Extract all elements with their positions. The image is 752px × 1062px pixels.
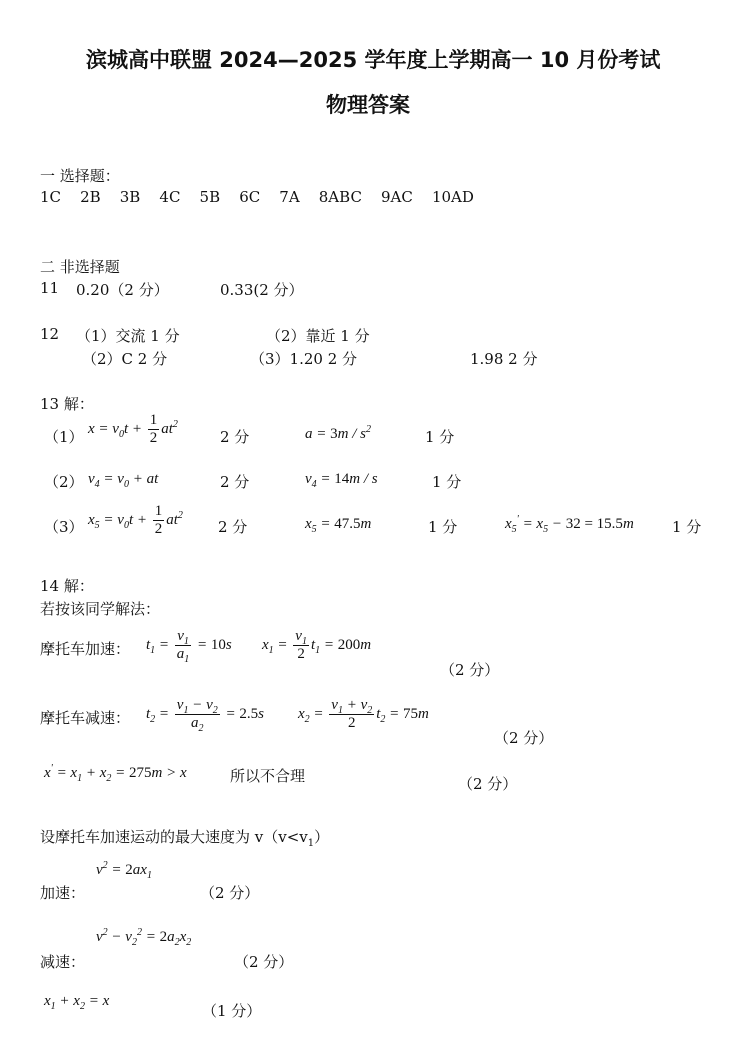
q11-answer-2: 0.33(2 分） [220, 281, 304, 299]
page-title: 物理答案 [326, 93, 410, 117]
q13-result-velocity: $v_4 = 14m / s$ [305, 471, 378, 490]
q14-decel-label: 摩托车减速： [40, 709, 131, 727]
q13-score: 1 分 [672, 518, 702, 536]
q14-eq-sum: $x_1 + x_2 = x$ [44, 993, 110, 1012]
q14-eq-decel-kinematic: $v^2 - v_2^2 = 2a_2x_2$ [96, 927, 192, 948]
exam-title: 滨城高中联盟 2024—2025 学年度上学期高一 10 月份考试 [86, 48, 661, 72]
q14-score: （1 分） [202, 1002, 262, 1020]
q14-eq-decel-time: $t_2$ = $\frac{v_1 - v_2}{a_2}$ = 2.5s [146, 697, 264, 734]
answer-item: 1C [40, 188, 62, 206]
q13-score: 2 分 [220, 428, 250, 446]
answer-item: 2B [80, 188, 101, 206]
answer-item: 5B [199, 188, 221, 206]
answer-item: 6C [239, 188, 261, 206]
answer-item: 4C [159, 188, 181, 206]
q13-score: 2 分 [218, 518, 248, 536]
q12-answer-1: （1）交流 1 分 [76, 327, 180, 345]
q14-score: （2 分） [200, 884, 260, 902]
q14-score: （2 分） [494, 729, 554, 747]
q13-label: 13 解： [40, 395, 94, 413]
q14-eq-decel-distance: $x_2$ = $\frac{v_1 + v_2}{2}$ $t_2 = 75m$ [298, 697, 429, 731]
q13-eq-displacement5: $x_5 = v_0t$ + $\frac{1}{2}$ $at^2$ [88, 503, 183, 537]
q13-eq-displacement: $x = v_0t$ + $\frac{1}{2}$ $at^2$ [88, 412, 178, 446]
q14-assumption-sub: 1 [307, 838, 315, 849]
q13-score: 1 分 [425, 428, 455, 446]
q13-part3-label: （3） [44, 518, 84, 536]
q12-answer-5: 1.98 2 分 [470, 350, 538, 368]
q13-eq-velocity: $v_4 = v_0$ + at [88, 471, 159, 490]
q14-assumption-end: ） [314, 828, 330, 846]
q13-score: 1 分 [432, 473, 462, 491]
q14-assumption [40, 826, 329, 847]
q14-score: （2 分） [440, 661, 500, 679]
q14-score: （2 分） [234, 953, 294, 971]
q13-result-x5: $x_5 = 47.5m$ [305, 516, 372, 535]
q14-assumption-text: 设摩托车加速运动的最大速度为 v（v<v [40, 828, 308, 846]
q14-decel-short-label: 减速： [40, 953, 86, 971]
q14-intro: 若按该同学解法： [40, 600, 161, 618]
section-heading-nonchoice: 二 非选择题 [40, 258, 120, 276]
q11-answer-1: 0.20（2 分） [76, 281, 169, 299]
q13-part2-label: （2） [44, 473, 84, 491]
q13-result-x5-prime: $x_5' = x_5 - 32 = 15.5m$ [505, 514, 634, 535]
answer-item: 10AD [431, 188, 474, 206]
q13-score: 2 分 [220, 473, 250, 491]
q14-eq-total: $x' = x_1 + x_2 = 275m > x$ [44, 763, 187, 784]
q12-answer-2: （2）靠近 1 分 [266, 327, 370, 345]
q11-number: 11 [40, 279, 60, 297]
q14-label: 14 解： [40, 577, 94, 595]
answer-item: 3B [119, 188, 141, 206]
choice-answers [40, 188, 474, 206]
answer-item: 8ABC [318, 188, 362, 206]
q14-eq-accel-kinematic: $v^2 = 2ax_1$ [96, 860, 152, 881]
q12-answer-4: （3）1.20 2 分 [250, 350, 358, 368]
section-heading-choice: 一 选择题： [40, 167, 120, 185]
answer-item: 9AC [381, 188, 413, 206]
q14-accel-label: 摩托车加速： [40, 640, 131, 658]
q13-part1-label: （1） [44, 428, 84, 446]
q14-eq-accel-distance: $x_1$ = $\frac{v_1}{2}$ $t_1 = 200m$ [262, 628, 372, 662]
q14-accel-short-label: 加速： [40, 884, 86, 902]
q12-number: 12 [40, 325, 60, 343]
q13-result-acceleration: $a = 3m / s^2$ [305, 424, 371, 442]
answer-item: 7A [279, 188, 300, 206]
q14-eq-accel-time: $t_1$ = $\frac{v_1}{a_1}$ = 10s [146, 628, 232, 665]
q13-score: 1 分 [428, 518, 458, 536]
q12-answer-3: （2）C 2 分 [82, 350, 168, 368]
q14-conclusion: 所以不合理 [230, 767, 306, 785]
q14-score: （2 分） [458, 775, 518, 793]
